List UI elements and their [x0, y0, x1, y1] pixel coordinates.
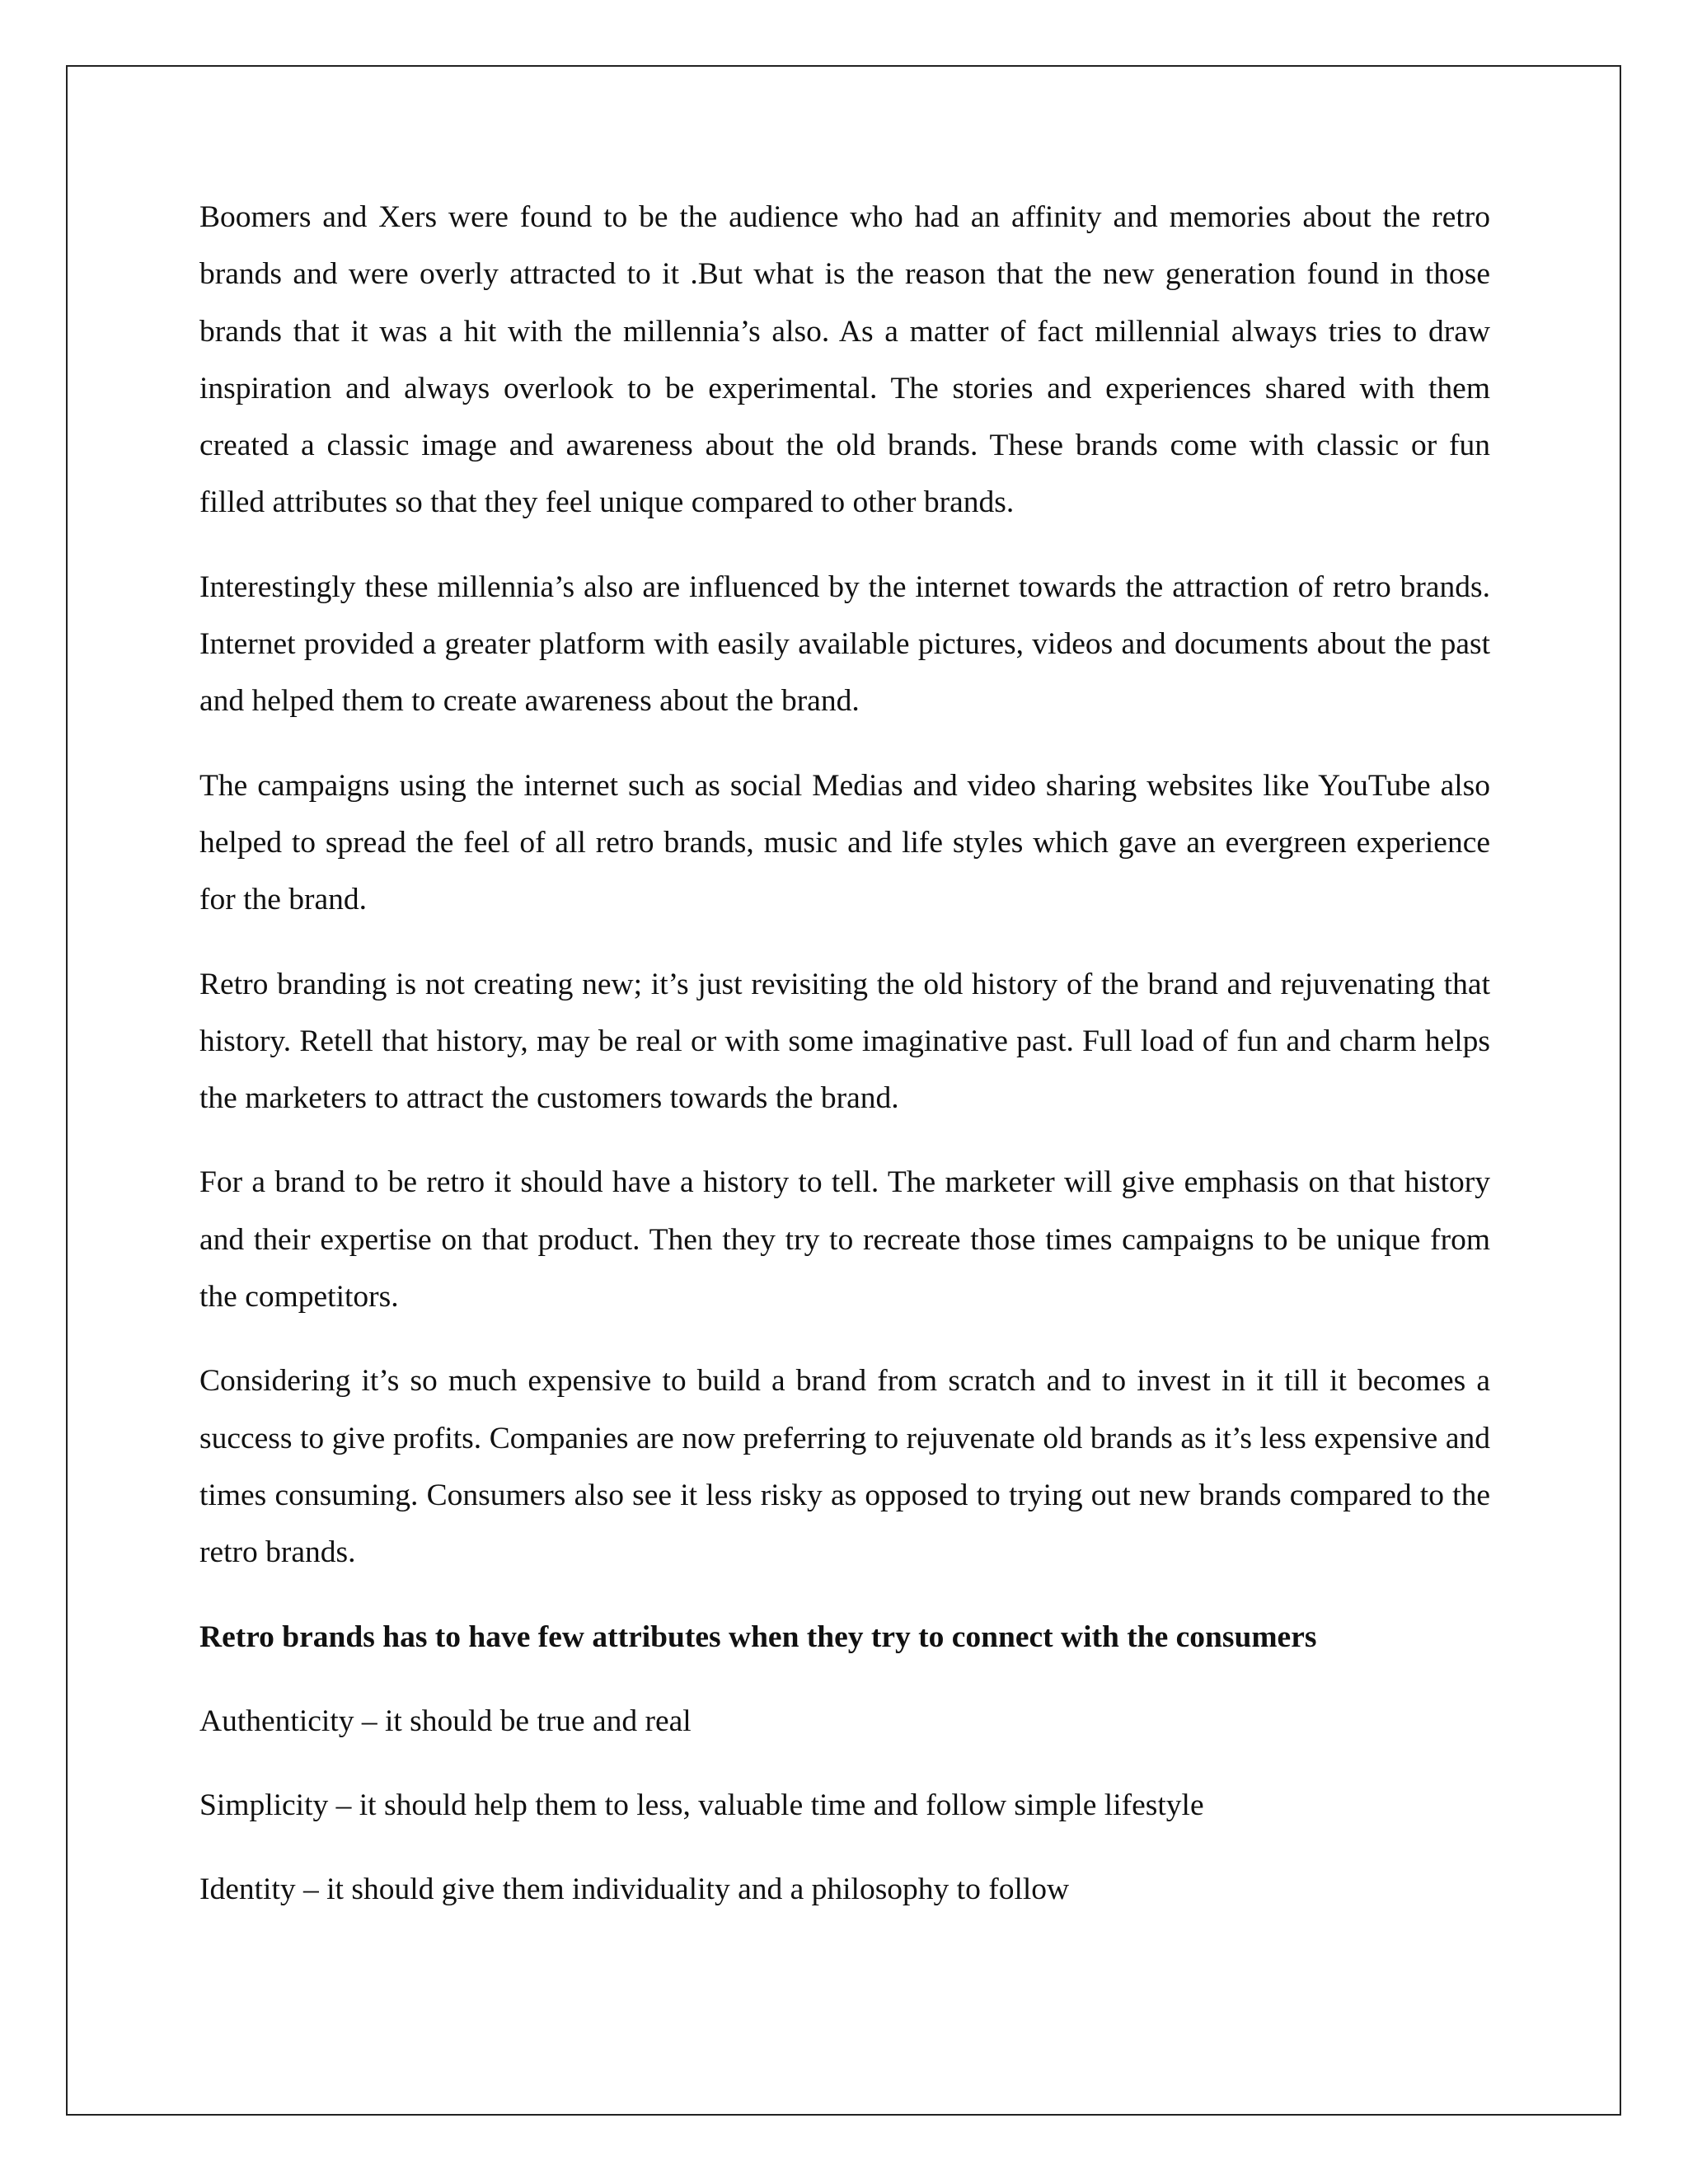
paragraph-brand-history: For a brand to be retro it should have a history to tell. The marketer will give emphasis on that history and their expertise on that product. Then they try to recreate those times campaigns to be unique from the competitors. — [199, 1165, 1490, 1315]
paragraph-internet-influence: Interestingly these millennia’s also are influenced by the internet towards the attraction of retro brands. Internet provided a greater platform with easily available pictures, videos and documents about the past and helped them to create awareness about the brand. — [199, 569, 1490, 719]
section-heading: Retro brands has to have few attributes when they try to connect with the consumers — [199, 1619, 1317, 1654]
paragraph-campaigns: The campaigns using the internet such as social Medias and video sharing websites like YouTube also helped to spread the feel of all retro brands, music and life styles which gave an evergreen experience for the brand. — [199, 768, 1490, 917]
attribute-simplicity: Simplicity – it should help them to less, valuable time and follow simple lifestyle — [199, 1788, 1204, 1823]
attribute-authenticity: Authenticity – it should be true and real — [199, 1704, 692, 1738]
paragraph-boomers-xers: Boomers and Xers were found to be the audience who had an affinity and memories about the retro brands and were overly attracted to it .But what is the reason that the new generation found in those brands that it was a hit with the millennia’s also. As a matter of fact millennial always tries to draw inspiration and always overlook to be experimental. The stories and experiences shared with them created a classic image and awareness about the old brands. These brands come with classic or fun filled attributes so that they feel unique compared to other brands. — [199, 200, 1490, 520]
attribute-identity: Identity – it should give them individuality and a philosophy to follow — [199, 1872, 1070, 1907]
paragraph-cost: Considering it’s so much expensive to build a brand from scratch and to invest in it till it becomes a success to give profits. Companies are now preferring to rejuvenate old brands as it’s less expensive and times consuming. Consumers also see it less risky as opposed to trying out new brands compared to the retro brands. — [199, 1364, 1490, 1570]
document-body — [199, 189, 1490, 1946]
paragraph-retro-branding: Retro branding is not creating new; it’s just revisiting the old history of the brand and rejuvenating that history. Retell that history, may be real or with some imaginative past. Full load of fun and charm helps the marketers to attract the customers towards the brand. — [199, 967, 1490, 1116]
